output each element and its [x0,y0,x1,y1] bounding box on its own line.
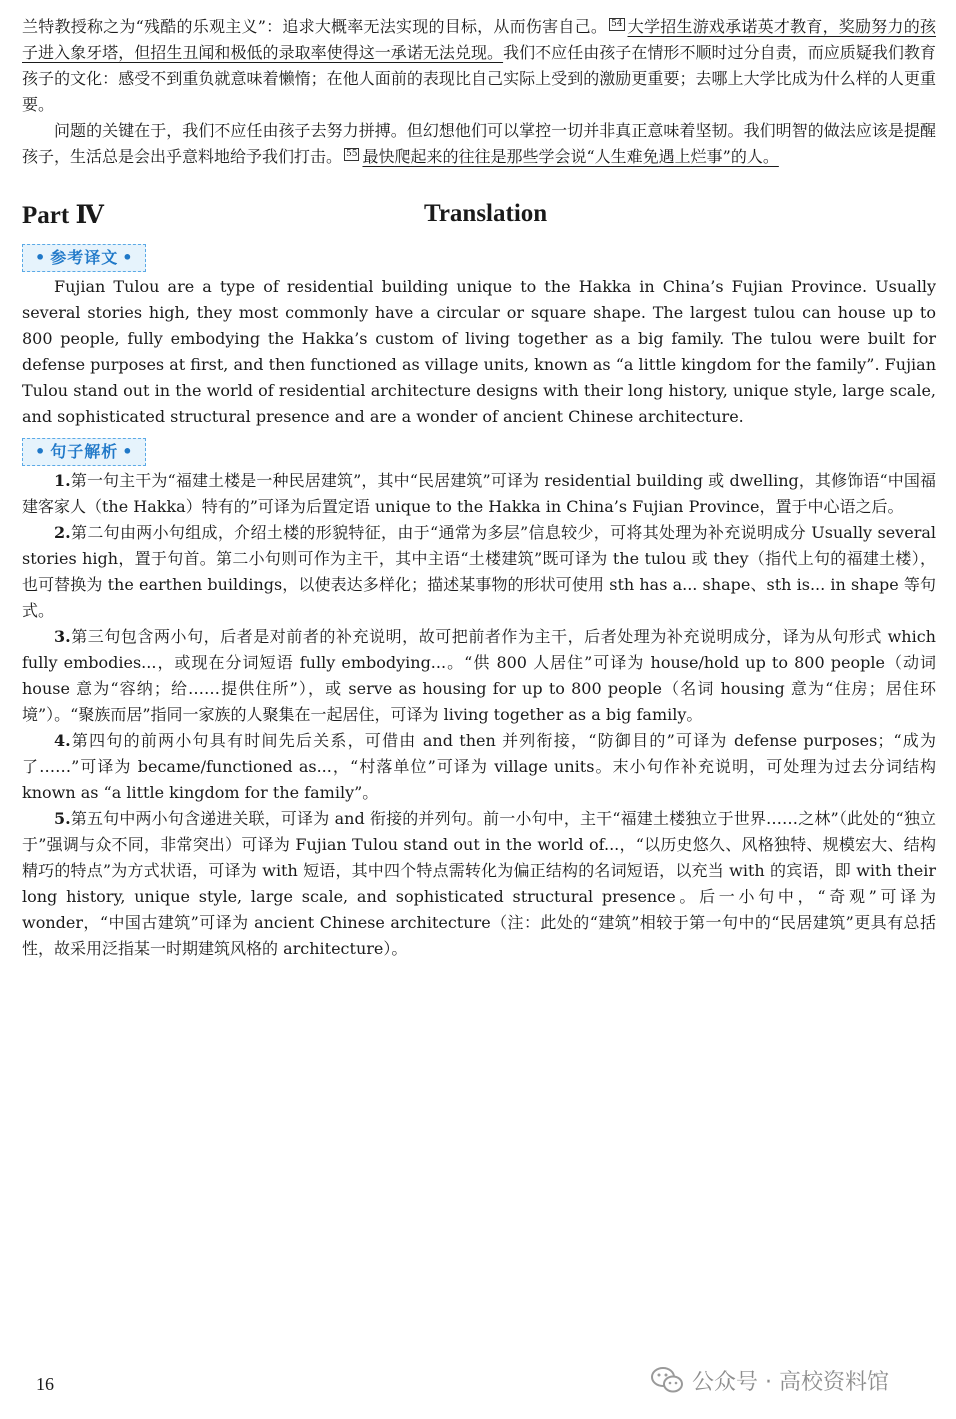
analysis-item-1 [22,468,936,520]
reference-translation: Fujian Tulou are a type of residential building unique to the Hakka in China’s Fujian Province. Usually several stories high, they most commonly have a circular or square shape. The largest tulou can house up to 800 people, fully embodying the Hakka’s custom of living together as a big family. The tulou were built for defense purposes at first, and then functioned as village units, known as “a little kingdom for the family”. Fujian Tulou stand out in the world of residential architecture designs with their long history, unique style, large scale, and sophisticated structural presence and are a wonder of ancient Chinese architecture. [22,277,936,426]
wechat-icon [650,1366,684,1394]
analysis-text: 第四句的前两小句具有时间先后关系，可借由 and then 并列衔接，“防御目的”可译为 defense purposes；“成为了……”可译为 became/functioned as...，“村落单位”可译为 village units。末小句作补充说明，可处理为过去分词结构 known as “a little kingdom for the family”。 [22,731,936,802]
analysis-item-3 [22,624,936,728]
watermark [650,1362,889,1398]
analysis-text: 第五句中两小句含递进关联，可译为 and 衔接的并列句。前一小句中，主干“福建土楼独立于世界……之林”（此处的“独立于”强调与众不同，非常突出）可译为 Fujian Tulou stand out in the world of...，“以历史悠久、风格独特、规模宏大、结构精巧的特点”为方式状语，可译为 with 短语，其中四个特点需转化为偏正结构的名词短语，以充当 with 的宾语，即 with their long history, unique style, large scale, and sophisticated structural presence。后一小句中，“奇观”可译为 wonder，“中国古建筑”可译为 ancient Chinese architecture（注：此处的“建筑”相较于第一句中的“民居建筑”更具有总括性，故采用泛指某一时期建筑风格的 architecture）。 [22,809,936,958]
intro-paragraph-1 [22,14,936,118]
intro-paragraph-2 [22,118,936,170]
intro-text-1b: 我们不应任由孩子在情形不顺时过分自责，而应质疑我们教育孩子的文化：感受不到重负就意味着懒惰；在他人面前的表现比自己实际上受到的激励更重要；去哪上大学比成为什么样的人更重要。 [22,43,936,114]
tag-dot: • [35,248,47,267]
analysis-number: 2. [54,523,71,542]
analysis-text: 第二句由两小句组成，介绍土楼的形貌特征，由于“通常为多层”信息较少，可将其处理为补充说明成分 Usually several stories high，置于句首。第二小句则可作为主干，其中主语“土楼建筑”既可译为 the tulou 或 they（指代上句的福建土楼），也可替换为 the earthen buildings，以使表达多样化；描述某事物的形状可使用 sth has a... shape、sth is... in shape 等句式。 [22,523,936,620]
underlined-sentence-55: 最快爬起来的往往是那些学会说“人生难免遇上烂事”的人。 [362,147,779,166]
reference-tag-label: 参考译文 [50,248,119,267]
reference-tag [22,244,146,272]
underlined-sentence-54: 大学招生游戏承诺英才教育，奖励努力的孩子进入象牙塔，但招生丑闻和极低的录取率使得这一承诺无法兑现。 [22,17,936,62]
analysis-number: 4. [54,731,71,750]
part-title: Translation [424,200,548,227]
part-heading [22,196,936,236]
analysis-tag-label: 句子解析 [50,442,119,461]
intro-text-1a: 兰特教授称之为“残酷的乐观主义”：追求大概率无法实现的目标，从而伤害自己。 [22,17,608,36]
intro-text-2a: 问题的关键在于，我们不应任由孩子去努力拼搏。但幻想他们可以掌控一切并非真正意味着坚韧。我们明智的做法应该是提醒孩子，生活总是会出乎意料地给予我们打击。 [22,121,936,166]
analysis-text: 第三句包含两小句，后者是对前者的补充说明，故可把前者作为主干，后者处理为补充说明成分，译为从句形式 which fully embodies...，或现在分词短语 fully embodying...。“供 800 人居住”可译为 house/hold up to 800 people（动词 house 意为“容纳；给……提供住所”），或 serve as housing for up to 800 people（名词 housing 意为“住房；居住环境”）。“聚族而居”指同一家族的人聚集在一起居住，可译为 living together as a big family。 [22,627,936,724]
footnote-marker-55: 55 [346,148,358,159]
analysis-item-2 [22,520,936,624]
analysis-list [22,468,936,962]
document-page [22,14,936,962]
tag-dot: • [122,248,134,267]
footnote-marker-54: 54 [611,18,623,29]
analysis-number: 5. [54,809,71,828]
analysis-item-4 [22,728,936,806]
analysis-number: 1. [54,471,71,490]
analysis-tag [22,438,146,466]
part-label: Part Ⅳ [22,202,104,229]
tag-dot: • [122,442,134,461]
analysis-item-5 [22,806,936,962]
analysis-text: 第一句主干为“福建土楼是一种民居建筑”，其中“民居建筑”可译为 residential building 或 dwelling，其修饰语“中国福建客家人（the Hakka）特有的”可译为后置定语 unique to the Hakka in China’s Fujian Province，置于中心语之后。 [22,471,936,516]
analysis-number: 3. [54,627,71,646]
page-number: 16 [36,1374,54,1394]
tag-dot: • [35,442,47,461]
watermark-text: 公众号 · 高校资料馆 [692,1369,889,1395]
